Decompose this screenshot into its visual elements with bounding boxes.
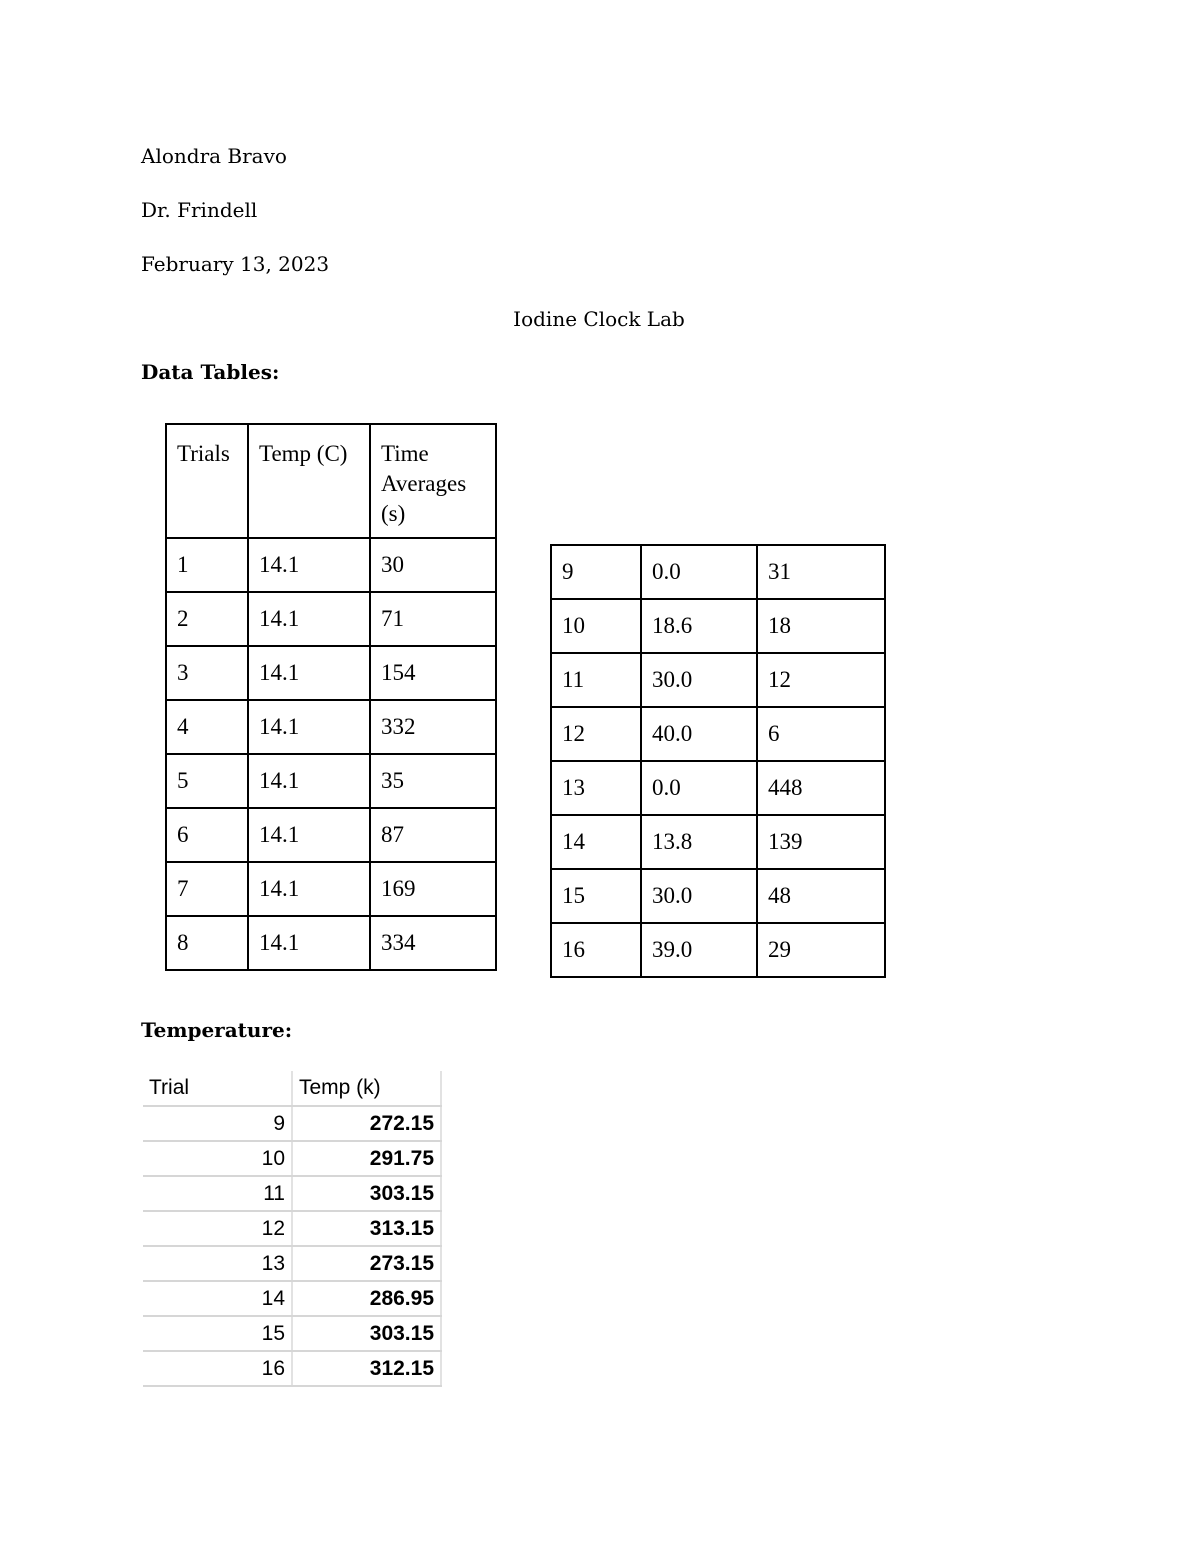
table-row [551, 599, 885, 653]
table-cell: 12 [143, 1211, 292, 1246]
table-cell: 6 [166, 808, 248, 862]
table-row [166, 700, 496, 754]
table-cell: 12 [551, 707, 641, 761]
table-row [143, 1246, 441, 1281]
table-cell: 139 [757, 815, 885, 869]
table-row [143, 1176, 441, 1211]
table-row [551, 545, 885, 599]
table-cell: 14 [551, 815, 641, 869]
table-cell: 2 [166, 592, 248, 646]
table-cell: 71 [370, 592, 496, 646]
table-cell: 154 [370, 646, 496, 700]
table-cell: 18 [757, 599, 885, 653]
table-row [166, 862, 496, 916]
table-cell: 273.15 [292, 1246, 441, 1281]
table-cell: 40.0 [641, 707, 757, 761]
table-cell: 0.0 [641, 545, 757, 599]
table-cell: 303.15 [292, 1176, 441, 1211]
instructor-name: Dr. Frindell [141, 198, 258, 222]
table-cell: 14.1 [248, 754, 370, 808]
table-cell: 13.8 [641, 815, 757, 869]
table-cell: 16 [143, 1351, 292, 1386]
table-cell: 4 [166, 700, 248, 754]
table-cell: 14.1 [248, 646, 370, 700]
table-row [551, 869, 885, 923]
table-cell: 9 [143, 1106, 292, 1141]
table-cell: 14.1 [248, 538, 370, 592]
header-cell: Temp (k) [292, 1071, 441, 1106]
table-cell: 14 [143, 1281, 292, 1316]
table-cell: 15 [551, 869, 641, 923]
table-cell: 1 [166, 538, 248, 592]
header-cell: Time Averages (s) [370, 424, 496, 538]
table-cell: 272.15 [292, 1106, 441, 1141]
table-cell: 8 [166, 916, 248, 970]
table-row [166, 808, 496, 862]
data-table-trials-1-8 [165, 423, 497, 971]
table-cell: 30 [370, 538, 496, 592]
table-row [551, 923, 885, 977]
table-row [551, 653, 885, 707]
table-cell: 10 [551, 599, 641, 653]
table-cell: 291.75 [292, 1141, 441, 1176]
table-cell: 11 [551, 653, 641, 707]
table-row [143, 1281, 441, 1316]
table-row [143, 1316, 441, 1351]
table-cell: 5 [166, 754, 248, 808]
table-cell: 12 [757, 653, 885, 707]
table-cell: 448 [757, 761, 885, 815]
data-table-trials-9-16 [550, 544, 886, 978]
table-cell: 16 [551, 923, 641, 977]
table-row [143, 1106, 441, 1141]
header-cell: Temp (C) [248, 424, 370, 538]
temperature-kelvin-table [143, 1071, 442, 1387]
table-row [166, 592, 496, 646]
table-cell: 13 [143, 1246, 292, 1281]
table-cell: 11 [143, 1176, 292, 1211]
table-cell: 48 [757, 869, 885, 923]
table-cell: 87 [370, 808, 496, 862]
table-row [551, 707, 885, 761]
table-row [166, 916, 496, 970]
table-row [166, 646, 496, 700]
table-cell: 7 [166, 862, 248, 916]
table-cell: 13 [551, 761, 641, 815]
table-cell: 332 [370, 700, 496, 754]
table-cell: 286.95 [292, 1281, 441, 1316]
table-cell: 6 [757, 707, 885, 761]
section-heading-data-tables: Data Tables: [141, 360, 280, 384]
table-cell: 39.0 [641, 923, 757, 977]
table-row [551, 815, 885, 869]
student-name: Alondra Bravo [141, 144, 287, 168]
table-cell: 3 [166, 646, 248, 700]
table-cell: 10 [143, 1141, 292, 1176]
table-row [143, 1141, 441, 1176]
table-cell: 303.15 [292, 1316, 441, 1351]
table-row [143, 1211, 441, 1246]
table-cell: 30.0 [641, 653, 757, 707]
section-heading-temperature: Temperature: [141, 1018, 293, 1042]
table-cell: 35 [370, 754, 496, 808]
table-cell: 14.1 [248, 700, 370, 754]
table-cell: 312.15 [292, 1351, 441, 1386]
table-cell: 31 [757, 545, 885, 599]
table-cell: 14.1 [248, 592, 370, 646]
table-row [143, 1351, 441, 1386]
header-cell: Trial [143, 1071, 292, 1106]
table-cell: 313.15 [292, 1211, 441, 1246]
document-title: Iodine Clock Lab [513, 307, 685, 331]
table-cell: 334 [370, 916, 496, 970]
table-row [551, 761, 885, 815]
table-cell: 29 [757, 923, 885, 977]
table-cell: 169 [370, 862, 496, 916]
table-cell: 9 [551, 545, 641, 599]
table-cell: 14.1 [248, 862, 370, 916]
table-cell: 30.0 [641, 869, 757, 923]
document-date: February 13, 2023 [141, 252, 330, 276]
table-cell: 0.0 [641, 761, 757, 815]
table-cell: 18.6 [641, 599, 757, 653]
table-row [166, 754, 496, 808]
header-cell: Trials [166, 424, 248, 538]
table-cell: 14.1 [248, 916, 370, 970]
table-cell: 14.1 [248, 808, 370, 862]
table-cell: 15 [143, 1316, 292, 1351]
table-row [166, 538, 496, 592]
